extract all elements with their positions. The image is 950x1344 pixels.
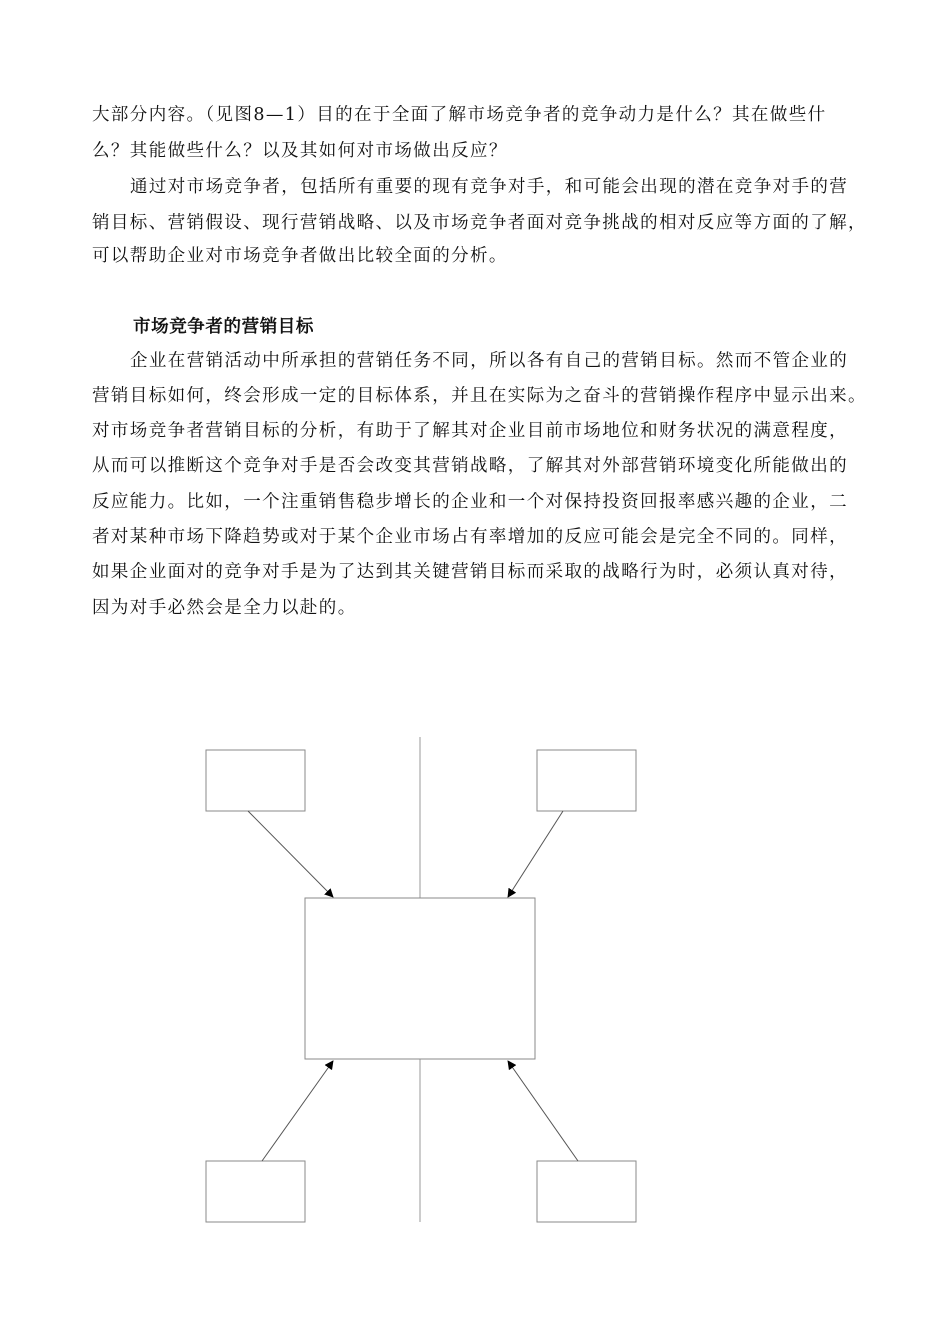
paragraph-3-line-6: 者对某种市场下降趋势或对于某个企业市场占有率增加的反应可能会是完全不同的。同样， — [92, 527, 848, 547]
paragraph-3-line-2: 营销目标如何，终会形成一定的目标体系，并且在实际为之奋斗的营销操作程序中显示出来。 — [92, 386, 867, 406]
arrow-top-right-to-center — [508, 811, 563, 897]
center-box — [305, 898, 535, 1059]
paragraph-2-line-1: 通过对市场竞争者，包括所有重要的现有竞争对手，和可能会出现的潜在竞争对手的营 — [130, 177, 849, 197]
paragraph-3-line-4: 从而可以推断这个竞争对手是否会改变其营销战略，了解其对外部营销环境变化所能做出的 — [92, 456, 848, 476]
bottom-right-box — [537, 1161, 636, 1222]
paragraph-3-line-3: 对市场竞争者营销目标的分析，有助于了解其对企业目前市场地位和财务状况的满意程度， — [92, 421, 848, 441]
top-left-box — [206, 750, 305, 811]
paragraph-2-line-2: 销目标、营销假设、现行营销战略、以及市场竞争者面对竞争挑战的相对反应等方面的了解， — [92, 213, 867, 233]
bottom-left-box — [206, 1161, 305, 1222]
paragraph-1-line-2: 么？其能做些什么？以及其如何对市场做出反应？ — [92, 141, 508, 161]
arrow-bottom-right-to-center — [508, 1061, 578, 1161]
arrow-bottom-left-to-center — [262, 1061, 333, 1161]
paragraph-3-line-8: 因为对手必然会是全力以赴的。 — [92, 598, 357, 618]
paragraph-3-line-7: 如果企业面对的竞争对手是为了达到其关键营销目标而采取的战略行为时，必须认真对待， — [92, 562, 848, 582]
top-right-box — [537, 750, 636, 811]
paragraph-3-line-5: 反应能力。比如，一个注重销售稳步增长的企业和一个对保持投资回报率感兴趣的企业，二 — [92, 492, 848, 512]
paragraph-2-line-3: 可以帮助企业对市场竞争者做出比较全面的分析。 — [92, 246, 508, 266]
paragraph-1-line-1: 大部分内容。（见图8—1）目的在于全面了解市场竞争者的竞争动力是什么？其在做些什 — [92, 105, 827, 125]
arrow-top-left-to-center — [248, 811, 333, 897]
section-heading: 市场竞争者的营销目标 — [133, 317, 314, 337]
paragraph-3-line-1: 企业在营销活动中所承担的营销任务不同，所以各有自己的营销目标。然而不管企业的 — [130, 351, 849, 371]
